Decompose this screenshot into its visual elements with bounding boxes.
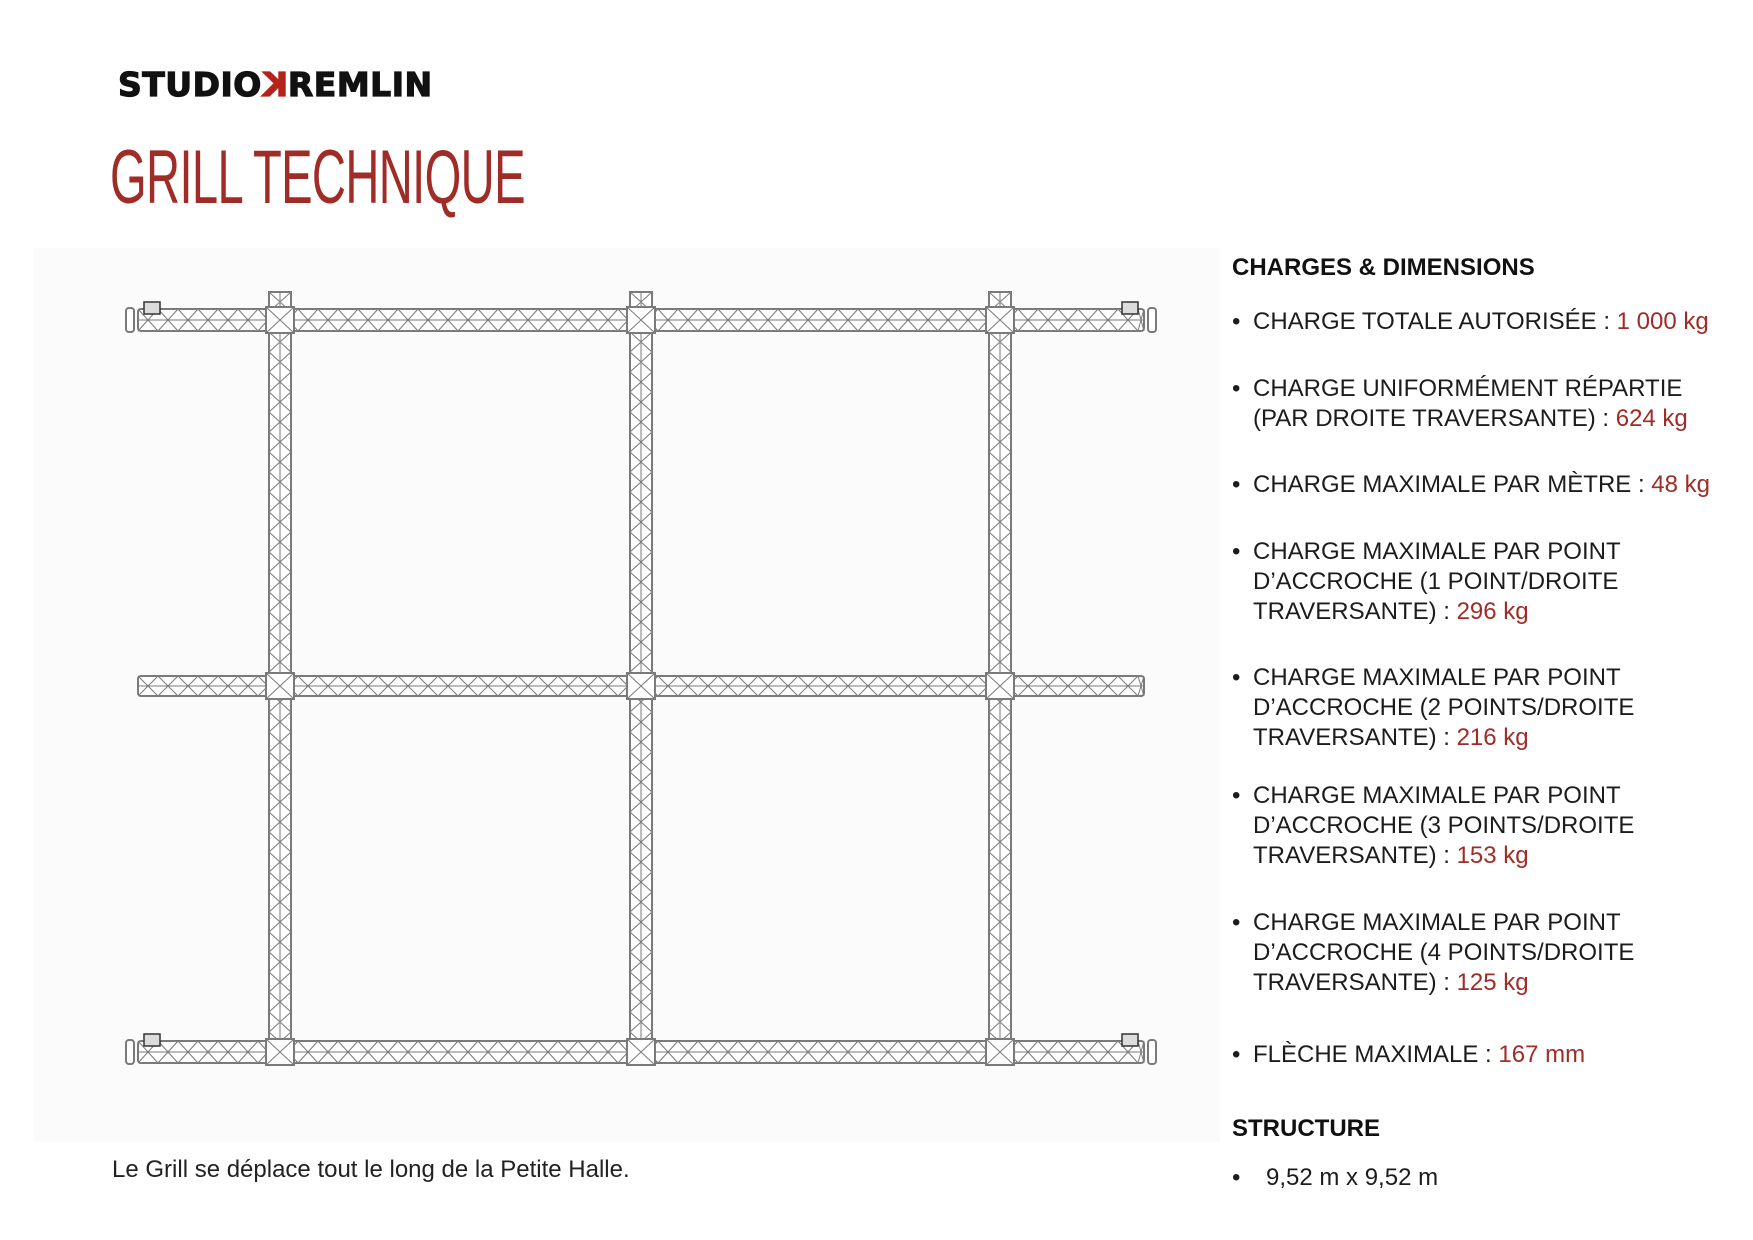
charge-value: 624 kg	[1615, 405, 1688, 432]
charge-label: TRAVERSANTE) :	[1253, 724, 1457, 751]
charge-label: (PAR DROITE TRAVERSANTE) :	[1253, 405, 1616, 432]
charge-item-line	[1232, 693, 1634, 723]
charge-item	[1232, 537, 1621, 627]
charge-label: CHARGE MAXIMALE PAR POINT	[1253, 782, 1621, 809]
charge-label: CHARGE TOTALE AUTORISÉE :	[1253, 308, 1617, 335]
bullet: •	[1232, 471, 1241, 498]
charge-label: D’ACCROCHE (2 POINTS/DROITE	[1253, 694, 1635, 721]
bullet: •	[1232, 664, 1241, 691]
dimensions-value: 9,52 m x 9,52 m	[1266, 1164, 1439, 1191]
charge-item-line	[1232, 597, 1621, 627]
charge-label: TRAVERSANTE) :	[1253, 969, 1457, 996]
charge-item	[1232, 663, 1634, 753]
charge-item	[1232, 1040, 1585, 1070]
truss-end-cap	[1148, 308, 1156, 332]
charge-item-line	[1232, 307, 1709, 337]
charge-label: CHARGE MAXIMALE PAR POINT	[1253, 909, 1621, 936]
charge-label: CHARGE UNIFORMÉMENT RÉPARTIE	[1253, 375, 1683, 402]
structure-dimensions	[1232, 1164, 1438, 1192]
charge-item-line	[1232, 938, 1634, 968]
charge-item-line	[1232, 811, 1634, 841]
charge-label: TRAVERSANTE) :	[1253, 842, 1457, 869]
charge-value: 153 kg	[1456, 842, 1529, 869]
charge-item-line	[1232, 567, 1621, 597]
charge-item-line	[1232, 968, 1634, 998]
charge-label: CHARGE MAXIMALE PAR POINT	[1253, 664, 1621, 691]
bullet: •	[1232, 1164, 1241, 1191]
charge-label: CHARGE MAXIMALE PAR POINT	[1253, 538, 1621, 565]
charge-item-line	[1232, 374, 1688, 404]
charge-label: D’ACCROCHE (4 POINTS/DROITE	[1253, 939, 1635, 966]
logo-letter-k: K	[261, 65, 288, 104]
charges-heading: CHARGES & DIMENSIONS	[1232, 254, 1535, 281]
bullet: •	[1232, 308, 1241, 335]
grill-caption: Le Grill se déplace tout le long de la Petite Halle.	[112, 1156, 630, 1183]
charge-label: FLÈCHE MAXIMALE :	[1253, 1041, 1499, 1068]
truss-end-cap	[126, 308, 134, 332]
charge-item-line	[1232, 781, 1634, 811]
charge-item-line	[1232, 470, 1710, 500]
logo-text-kremlin: REMLIN	[287, 65, 433, 104]
bullet: •	[1232, 538, 1241, 565]
corner-bracket	[144, 302, 160, 314]
charge-item	[1232, 781, 1634, 871]
bullet: •	[1232, 782, 1241, 809]
charge-item	[1232, 470, 1710, 500]
charge-label: D’ACCROCHE (3 POINTS/DROITE	[1253, 812, 1635, 839]
charge-item-line	[1232, 723, 1634, 753]
charge-item-line	[1232, 537, 1621, 567]
truss-end-cap	[1148, 1040, 1156, 1064]
charge-item-line	[1232, 404, 1688, 434]
logo-text-studio: STUDIO	[118, 65, 262, 104]
charge-value: 216 kg	[1456, 724, 1529, 751]
charge-item	[1232, 908, 1634, 998]
bullet: •	[1232, 909, 1241, 936]
corner-bracket	[144, 1034, 160, 1046]
charge-item-line	[1232, 908, 1634, 938]
truss-diagram	[34, 248, 1220, 1142]
charge-item-line	[1232, 1040, 1585, 1070]
charge-value: 125 kg	[1456, 969, 1529, 996]
page-title: GRILL TECHNIQUE	[110, 135, 525, 220]
charge-item	[1232, 307, 1709, 337]
corner-bracket	[1122, 302, 1138, 314]
corner-bracket	[1122, 1034, 1138, 1046]
charge-item	[1232, 374, 1688, 434]
structure-heading: STRUCTURE	[1232, 1115, 1380, 1142]
studio-kremlin-logo	[118, 65, 433, 104]
grill-truss-drawing	[34, 248, 1220, 1142]
bullet: •	[1232, 375, 1241, 402]
charge-value: 296 kg	[1456, 598, 1529, 625]
charge-label: TRAVERSANTE) :	[1253, 598, 1457, 625]
charge-item-line	[1232, 841, 1634, 871]
charge-item-line	[1232, 663, 1634, 693]
charge-value: 167 mm	[1498, 1041, 1586, 1068]
bullet: •	[1232, 1041, 1241, 1068]
truss-end-cap	[126, 1040, 134, 1064]
charge-label: D’ACCROCHE (1 POINT/DROITE	[1253, 568, 1619, 595]
charge-value: 48 kg	[1651, 471, 1711, 498]
charge-value: 1 000 kg	[1616, 308, 1709, 335]
charge-label: CHARGE MAXIMALE PAR MÈTRE :	[1253, 471, 1652, 498]
